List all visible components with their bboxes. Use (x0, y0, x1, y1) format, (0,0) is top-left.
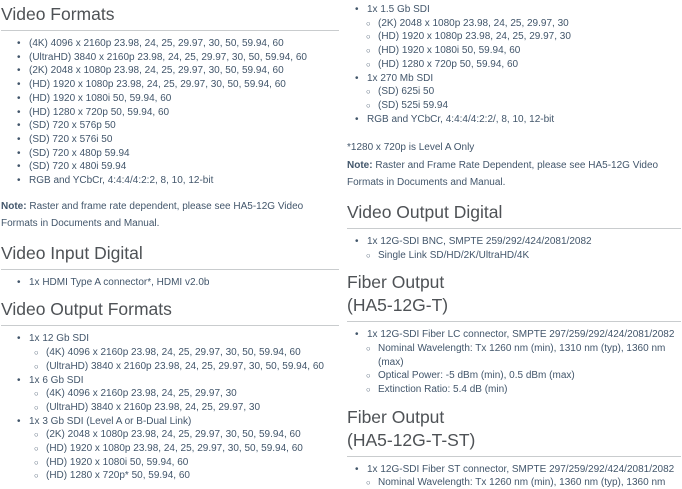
spec-list (347, 3, 681, 126)
spec-item-text-line: 1x 12G-SDI Fiber LC connector, SMPTE 297/259/292/424/2081/2082 (367, 329, 675, 341)
spec-item-text-line: (SD) 720 x 576i 50 (29, 133, 113, 145)
spec-item-text-line: (HD) 1920 x 1080p 23.98, 24, 25, 29.97, 30, 50, 59.94, 60 (46, 443, 303, 455)
spec-list-item (347, 72, 681, 86)
spec-list-item (1, 276, 339, 290)
spec-item-text-line: (2K) 2048 x 1080p 23.98, 24, 25, 29.97, 30, 50, 59.94, 60 (29, 65, 284, 77)
spec-item-text-line: (UltraHD) 3840 x 2160p 23.98, 24, 25, 29.97, 30, 50, 59.94, 60 (46, 360, 324, 372)
spec-item-text (378, 383, 508, 397)
spec-list-item (1, 78, 339, 92)
spec-list-item (347, 249, 681, 263)
section-heading-line: (HA5-12G-T-ST) (347, 429, 476, 450)
spec-item-text (378, 342, 665, 369)
spec-list (347, 463, 681, 489)
bullet-icon: • (17, 333, 21, 345)
spec-item-text (29, 160, 126, 174)
bullet-icon: • (355, 463, 359, 475)
spec-item-text-line: 1x 12 Gb SDI (29, 333, 90, 345)
spec-item-text-line: (SD) 625i 50 (378, 86, 435, 98)
spec-item-text-line: (HD) 1920 x 1080p 23.98, 24, 25, 29.97, 30, 50, 59.94, 60 (29, 79, 286, 91)
spec-list (347, 328, 681, 397)
spec-list-item (1, 401, 339, 415)
bullet-icon: • (17, 175, 21, 187)
spec-item-text-line: (UltraHD) 3840 x 2160p 23.98, 24, 25, 29.97, 30, 50, 59.94, 60 (29, 51, 307, 63)
spec-list (1, 276, 339, 290)
spec-item-text-line: 1x 3 Gb SDI (Level A or B-Dual Link) (29, 415, 192, 427)
spec-item-text (29, 64, 284, 78)
spec-item-text-line: Optical Power: -5 dBm (min), 0.5 dBm (max) (378, 370, 575, 382)
spec-item-text-line: 1x 1.5 Gb SDI (367, 4, 430, 15)
spec-list-item (1, 106, 339, 120)
bullet-icon: • (17, 38, 21, 49)
spec-list-item (1, 456, 339, 470)
section-heading (347, 406, 681, 457)
footnote: *1280 x 720p is Level A Only (347, 142, 475, 154)
spec-list-item (347, 328, 681, 342)
spec-list-item (347, 44, 681, 58)
spec-list-item (1, 374, 339, 388)
bullet-icon: • (17, 133, 21, 145)
bullet-icon: • (17, 120, 21, 132)
spec-item-text (378, 476, 665, 489)
spec-list-item (347, 30, 681, 44)
bullet-icon: • (355, 4, 359, 15)
bullet-icon: • (355, 235, 359, 247)
bullet-icon: • (17, 147, 21, 159)
spec-item-text-line: (SD) 720 x 480i 59.94 (29, 161, 127, 173)
spec-item-text-line: (4K) 4096 x 2160p 23.98, 24, 25, 29.97, 30 (46, 388, 237, 400)
circle-icon: ○ (366, 46, 371, 56)
spec-item-text (367, 463, 674, 477)
spec-list-item (1, 387, 339, 401)
spec-list-item (1, 332, 339, 346)
spec-item-text (29, 51, 307, 65)
circle-icon: ○ (366, 59, 371, 69)
spec-item-text-line: (HD) 1920 x 1080i 50, 59.94, 60 (29, 92, 172, 104)
spec-item-text (29, 37, 284, 51)
bullet-icon: • (17, 276, 21, 288)
spec-list-item (347, 369, 681, 383)
spec-item-text (46, 469, 190, 483)
spec-list-item (1, 346, 339, 360)
spec-item-text-line: (HD) 1920 x 1080i 50, 59.94, 60 (378, 45, 521, 57)
section-heading (1, 298, 339, 326)
circle-icon: ○ (34, 402, 39, 412)
spec-item-text-line: Nominal Wavelength: Tx 1260 nm (min), 1310 nm (typ), 1360 nm (378, 342, 666, 354)
spec-item-text-line: 1x 6 Gb SDI (29, 374, 84, 386)
section-heading-line: (HA5-12G-T) (347, 295, 449, 316)
spec-list-item (1, 360, 339, 374)
spec-list-item (347, 113, 681, 127)
spec-item-text (367, 235, 592, 249)
spec-item-text (378, 249, 529, 263)
bullet-icon: • (17, 92, 21, 104)
section-heading (347, 201, 681, 229)
spec-item-text-line: (2K) 2048 x 1080p 23.98, 24, 25, 29.97, 30, 50, 59.94, 60 (46, 429, 301, 441)
spec-item-text-line: RGB and YCbCr, 4:4:4/4:2:2/, 8, 10, 12-bit (367, 113, 555, 125)
circle-icon: ○ (366, 250, 371, 260)
spec-item-text (29, 147, 130, 161)
spec-item-text (29, 415, 191, 429)
spec-item-text-line: (HD) 1280 x 720p* 50, 59.94, 60 (46, 470, 190, 482)
spec-item-text-continuation: (max) (378, 356, 404, 368)
note-label: Note: (1, 200, 27, 212)
circle-icon: ○ (366, 343, 371, 353)
spec-item-text (29, 332, 89, 346)
section-heading-line: Fiber Output (347, 406, 445, 427)
bullet-icon: • (17, 374, 21, 386)
circle-icon: ○ (366, 385, 371, 395)
bullet-icon: • (17, 106, 21, 118)
spec-item-text (46, 456, 188, 470)
section-heading-line: Fiber Output (347, 272, 445, 293)
spec-item-text (46, 401, 260, 415)
section-heading-line: Video Formats (1, 4, 115, 24)
spec-item-text (29, 78, 286, 92)
spec-item-text-line: (HD) 1920 x 1080i 50, 59.94, 60 (46, 456, 189, 468)
spec-list-item (1, 428, 339, 442)
spec-item-text (46, 387, 237, 401)
spec-item-text (46, 442, 303, 456)
circle-icon: ○ (34, 471, 39, 481)
circle-icon: ○ (34, 361, 39, 371)
spec-item-text-line: (4K) 4096 x 2160p 23.98, 24, 25, 29.97, 30, 50, 59.94, 60 (46, 347, 301, 359)
spec-item-text-line: (SD) 720 x 480p 59.94 (29, 147, 130, 159)
spec-item-text-line: 1x 12G-SDI Fiber ST connector, SMPTE 297/259/292/424/2081/2082 (367, 463, 675, 475)
spec-item-text (46, 428, 301, 442)
spec-item-text-line: (HD) 1280 x 720p 50, 59.94, 60 (378, 58, 519, 70)
spec-list (1, 37, 339, 188)
spec-item-text (367, 3, 430, 17)
note-paragraph (347, 157, 681, 192)
spec-list-item (347, 235, 681, 249)
bullet-icon: • (17, 415, 21, 427)
spec-item-text-line: Single Link SD/HD/2K/UltraHD/4K (378, 249, 530, 261)
spec-list-item (1, 51, 339, 65)
spec-item-text (29, 92, 171, 106)
spec-item-text (378, 17, 569, 31)
spec-list-item (1, 133, 339, 147)
spec-item-text-line: RGB and YCbCr, 4:4:4/4:2:2, 8, 10, 12-bit (29, 175, 214, 187)
bullet-icon: • (17, 65, 21, 77)
spec-item-text-line: Nominal Wavelength: Tx 1260 nm (min), 1360 nm (typ), 1360 nm (378, 477, 666, 489)
note-text: Raster and Frame Rate Dependent, please see HA5-12G Video Formats in Documents and Manual. (347, 159, 659, 189)
spec-item-text (378, 58, 518, 72)
spec-item-text-line: 1x 12G-SDI BNC, SMPTE 259/292/424/2081/2082 (367, 235, 592, 247)
spec-list-item (347, 476, 681, 489)
circle-icon: ○ (366, 100, 371, 110)
spec-list-item (1, 92, 339, 106)
bullet-icon: • (17, 161, 21, 173)
circle-icon: ○ (34, 389, 39, 399)
circle-icon: ○ (34, 348, 39, 358)
spec-item-text-line: Extinction Ratio: 5.4 dB (min) (378, 384, 508, 396)
section-heading (1, 3, 339, 31)
spec-item-text-line: 1x 270 Mb SDI (367, 72, 434, 84)
spec-list-item (347, 463, 681, 477)
spec-list-item (347, 17, 681, 31)
bullet-icon: • (355, 113, 359, 125)
spec-item-text-line: (4K) 4096 x 2160p 23.98, 24, 25, 29.97, 30, 50, 59.94, 60 (29, 38, 284, 49)
spec-item-text (29, 276, 209, 290)
circle-icon: ○ (34, 430, 39, 440)
spec-item-text (378, 85, 434, 99)
spec-list (1, 332, 339, 483)
note-text: Raster and frame rate dependent, please see HA5-12G Video Formats in Documents and Manual. (1, 200, 304, 230)
spec-item-text-line: (HD) 1280 x 720p 50, 59.94, 60 (29, 106, 170, 118)
bullet-icon: • (17, 79, 21, 91)
spec-item-text-line: 1x HDMI Type A connector*, HDMI v2.0b (29, 276, 210, 288)
spec-list-item (347, 85, 681, 99)
bullet-icon: • (355, 72, 359, 84)
spec-item-text-line: (2K) 2048 x 1080p 23.98, 24, 25, 29.97, 30 (378, 17, 569, 29)
circle-icon: ○ (34, 444, 39, 454)
spec-item-text (29, 119, 116, 133)
section-heading-line: Video Input Digital (1, 242, 143, 263)
spec-item-text (367, 113, 554, 127)
spec-list-item (1, 147, 339, 161)
circle-icon: ○ (366, 478, 371, 488)
bullet-icon: • (355, 329, 359, 341)
spec-list-item (1, 442, 339, 456)
note-paragraph (1, 198, 339, 233)
circle-icon: ○ (366, 18, 371, 28)
note-label: Note: (347, 159, 373, 171)
spec-list (347, 235, 681, 262)
spec-item-text (367, 72, 433, 86)
spec-item-text (378, 44, 520, 58)
spec-list-item (1, 37, 339, 51)
section-heading-line: Video Output Digital (347, 201, 503, 222)
spec-list-item (347, 58, 681, 72)
spec-list-item (347, 383, 681, 397)
spec-item-text (46, 360, 324, 374)
spec-item-text (378, 99, 448, 113)
spec-item-text (46, 346, 301, 360)
circle-icon: ○ (366, 371, 371, 381)
section-heading (1, 242, 339, 270)
spec-item-text (378, 369, 575, 383)
spec-item-text-line: (HD) 1920 x 1080p 23.98, 24, 25, 29.97, 30 (378, 31, 571, 43)
spec-item-text (378, 30, 571, 44)
spec-list-item (1, 469, 339, 483)
circle-icon: ○ (34, 457, 39, 467)
spec-list-item (1, 64, 339, 78)
spec-item-text (29, 374, 83, 388)
spec-item-text-line: (SD) 525i 59.94 (378, 99, 449, 111)
spec-list-item (347, 342, 681, 369)
spec-list-item (347, 99, 681, 113)
spec-item-text (29, 106, 169, 120)
spec-list-item (1, 415, 339, 429)
spec-item-text-line: (UltraHD) 3840 x 2160p 23.98, 24, 25, 29.97, 30 (46, 401, 261, 413)
spec-item-text-line: (SD) 720 x 576p 50 (29, 120, 116, 132)
spec-list-item (1, 160, 339, 174)
circle-icon: ○ (366, 32, 371, 42)
bullet-icon: • (17, 51, 21, 63)
spec-item-text (29, 133, 112, 147)
column-left (1, 3, 339, 489)
spec-list-item (1, 119, 339, 133)
spec-item-text (29, 174, 213, 188)
section-heading (347, 271, 681, 322)
column-right (347, 3, 681, 489)
spec-item-text (367, 328, 674, 342)
spec-list-item (1, 174, 339, 188)
circle-icon: ○ (366, 87, 371, 97)
spec-list-item (347, 3, 681, 17)
section-heading-line: Video Output Formats (1, 299, 172, 320)
